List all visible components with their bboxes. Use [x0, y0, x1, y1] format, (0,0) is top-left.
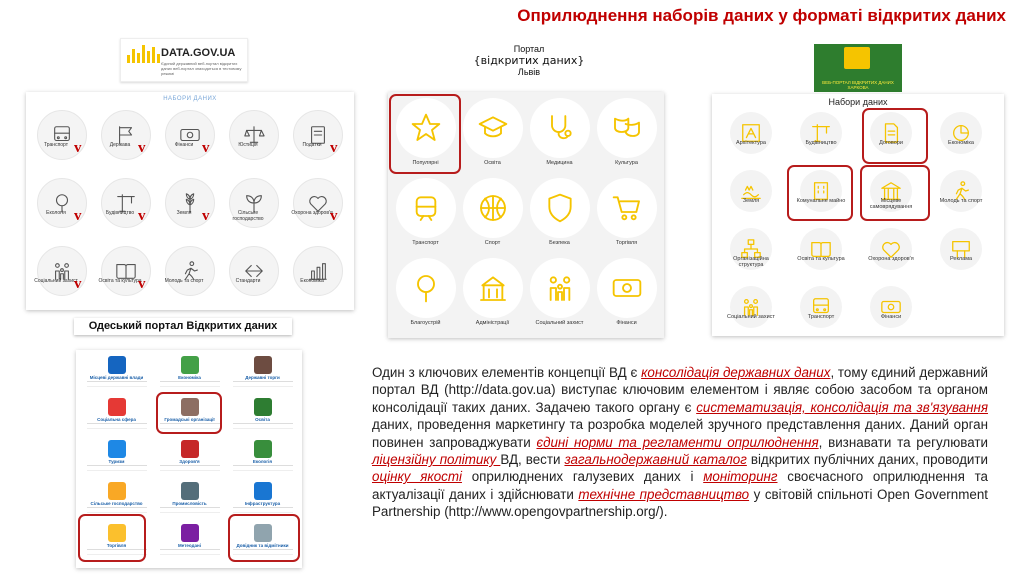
kharkiv-category-label: Будівництво: [805, 140, 837, 146]
odesa-category-item[interactable]: [153, 354, 226, 396]
lviv-category-circle[interactable]: [530, 178, 590, 238]
kharkiv-logo[interactable]: [814, 44, 902, 92]
red-check-mark: v: [138, 140, 146, 156]
kharkiv-category-label: Транспорт: [807, 314, 835, 320]
datagov-category-item[interactable]: [222, 242, 286, 310]
kharkiv-category-circle[interactable]: [940, 228, 982, 270]
lviv-logo-line1: Портал: [513, 44, 545, 54]
kharkiv-category-label: Договори: [879, 140, 903, 146]
datagov-category-label: Соціальний захист: [34, 278, 78, 284]
odesa-category-icon: [254, 356, 272, 374]
odesa-category-icon: [254, 482, 272, 500]
lviv-category-label: Культура: [615, 160, 638, 166]
body-emphasis-6: оцінку якості: [372, 469, 462, 485]
building-icon: [477, 272, 509, 304]
odesa-category-item[interactable]: [153, 522, 226, 564]
odesa-category-desc: [160, 507, 220, 513]
odesa-category-item[interactable]: [80, 354, 153, 396]
ball-icon: [477, 192, 509, 224]
odesa-category-icon: [181, 482, 199, 500]
odesa-category-label: Інфраструктура: [244, 501, 281, 506]
datagov-category-circle[interactable]: [165, 246, 215, 296]
red-check-mark: v: [138, 208, 146, 224]
odesa-category-label: Екологія: [252, 459, 273, 464]
odesa-portal-label: Одеський портал Відкритих даних: [74, 318, 292, 335]
red-check-mark: v: [138, 276, 146, 292]
lviv-category-circle[interactable]: [396, 178, 456, 238]
kharkiv-category-label: Організаційна структура: [733, 256, 769, 268]
shield-icon: [544, 192, 576, 224]
red-check-mark: v: [74, 276, 82, 292]
datagov-category-item[interactable]: [286, 174, 350, 242]
lviv-logo-line2: {відкритих даних}: [473, 54, 585, 67]
kharkiv-category-item[interactable]: [716, 284, 786, 342]
datagov-category-label: Екологія: [46, 210, 66, 216]
lviv-category-circle[interactable]: [597, 178, 657, 238]
kharkiv-category-label: Молодь та спорт: [939, 198, 983, 204]
lviv-category-label: Фінанси: [616, 320, 637, 326]
datagov-category-item[interactable]: [30, 174, 94, 242]
datagov-datasets-panel: [26, 92, 354, 310]
lviv-logo[interactable]: [470, 44, 588, 80]
odesa-category-item[interactable]: [226, 354, 299, 396]
kharkiv-category-circle[interactable]: [730, 112, 772, 154]
odesa-category-label: Місцеві державні влади: [89, 375, 144, 380]
kharkiv-category-label: Економіка: [948, 140, 974, 146]
odesa-category-icon: [108, 440, 126, 458]
datagov-category-label: Охорона здоров'я: [291, 210, 333, 216]
datagov-category-label: Держава: [109, 142, 131, 148]
lviv-category-item[interactable]: [593, 96, 660, 176]
kharkiv-category-item[interactable]: [786, 284, 856, 342]
money-icon: [611, 272, 643, 304]
kharkiv-category-label: Місцеве самоврядування: [869, 198, 913, 210]
odesa-category-label: Громадські організації: [164, 417, 215, 422]
lviv-category-item[interactable]: [526, 96, 593, 176]
lviv-category-item[interactable]: [526, 176, 593, 256]
lviv-category-label: Адміністрації: [475, 320, 510, 326]
datagov-category-label: Сільське господарство: [232, 210, 264, 222]
datagov-category-item[interactable]: [222, 106, 286, 174]
kharkiv-datasets-panel: [712, 94, 1004, 336]
lviv-category-circle[interactable]: [463, 178, 523, 238]
lviv-category-circle[interactable]: [396, 258, 456, 318]
lviv-category-circle[interactable]: [597, 98, 657, 158]
kharkiv-category-label: Соціальний захист: [727, 314, 775, 320]
body-text-2: , тому єдиний державний портал ВД (http://data.gov.ua) виступає ключовим елементом і являє собою засобом та органом консолідації таких даних. Задачею такого органу є: [372, 365, 988, 415]
kharkiv-category-item[interactable]: [786, 110, 856, 168]
datagov-logo[interactable]: [120, 38, 248, 82]
odesa-category-label: Освіта: [255, 417, 270, 422]
odesa-category-icon: [181, 356, 199, 374]
lviv-category-label: Благоустрій: [410, 320, 441, 326]
tram-icon: [410, 192, 442, 224]
odesa-category-desc: [87, 423, 147, 429]
odesa-category-label: Метеодані: [178, 543, 201, 548]
lviv-category-item[interactable]: [593, 256, 660, 336]
lviv-category-label: Безпека: [549, 240, 570, 246]
kharkiv-category-circle[interactable]: [940, 170, 982, 212]
odesa-category-label: Торгівля: [106, 543, 127, 548]
odesa-category-icon: [254, 398, 272, 416]
odesa-category-icon: [108, 398, 126, 416]
lviv-category-label: Соціальний захист: [535, 320, 584, 326]
datagov-category-grid: [30, 106, 350, 310]
highlight-lviv-popular: [389, 94, 461, 174]
lviv-category-circle[interactable]: [463, 98, 523, 158]
lviv-category-label: Медицина: [546, 160, 573, 166]
kharkiv-category-label: Реклама: [949, 256, 973, 262]
family-icon: [544, 272, 576, 304]
datagov-category-item[interactable]: [94, 174, 158, 242]
datagov-category-item[interactable]: [158, 174, 222, 242]
kharkiv-category-grid: [716, 110, 996, 342]
odesa-category-label: Туризм: [108, 459, 125, 464]
kharkiv-category-item[interactable]: [716, 168, 786, 226]
lviv-category-item[interactable]: [392, 256, 459, 336]
odesa-category-desc: [87, 465, 147, 471]
odesa-category-item[interactable]: [80, 438, 153, 480]
odesa-category-label: Здоров'я: [179, 459, 200, 464]
datagov-category-label: Транспорт: [43, 142, 69, 148]
kharkiv-heading: Набори даних: [828, 97, 888, 107]
datagov-category-label: Фінанси: [174, 142, 194, 148]
body-text-5: ВД, вести: [500, 452, 565, 468]
kharkiv-category-item[interactable]: [716, 110, 786, 168]
datagov-category-item[interactable]: [222, 174, 286, 242]
lviv-category-label: Освіта: [484, 160, 501, 166]
datagov-category-item[interactable]: [30, 106, 94, 174]
kharkiv-category-label: Комунальне майно: [796, 198, 846, 204]
lviv-category-circle[interactable]: [597, 258, 657, 318]
body-text-4: , визнавати та регулювати: [818, 434, 988, 450]
lviv-category-item[interactable]: [593, 176, 660, 256]
odesa-category-desc: [233, 507, 293, 513]
kharkiv-category-item[interactable]: [786, 226, 856, 284]
red-check-mark: v: [330, 140, 338, 156]
red-check-mark: v: [202, 140, 210, 156]
tree-icon: [410, 272, 442, 304]
datagov-category-label: Освіта та культура: [98, 278, 142, 284]
kharkiv-logo-text: ВЕБ-ПОРТАЛ ВІДКРИТИХ ДАНИХ ХАРКОВА: [822, 80, 894, 90]
datagov-category-label: Економіка: [300, 278, 324, 284]
odesa-category-icon: [254, 440, 272, 458]
highlight-kharkiv-contracts: [862, 108, 928, 164]
kharkiv-category-circle[interactable]: [730, 170, 772, 212]
odesa-category-item[interactable]: [153, 480, 226, 522]
datagov-category-label: Земля: [176, 210, 192, 216]
red-check-mark: v: [74, 140, 82, 156]
body-text-9: у світовій спільноті Open Government Partnership (http://www.opengovpartnership.org/).: [372, 486, 988, 520]
kharkiv-emblem-icon: [844, 47, 870, 69]
body-emphasis-3: єдині норми та регламенти оприлюднення: [536, 434, 819, 450]
kharkiv-category-item[interactable]: [926, 110, 996, 168]
highlight-odesa-reference: [228, 514, 300, 562]
odesa-category-desc: [160, 465, 220, 471]
lviv-category-circle[interactable]: [530, 98, 590, 158]
odesa-category-label: Соціальна сфера: [97, 417, 136, 422]
odesa-category-label: Промисловість: [172, 501, 207, 506]
lviv-category-circle[interactable]: [463, 258, 523, 318]
kharkiv-category-label: Земля: [742, 198, 760, 204]
datagov-category-circle[interactable]: [229, 110, 279, 160]
kharkiv-category-circle[interactable]: [800, 228, 842, 270]
datagov-category-item[interactable]: [158, 242, 222, 310]
datagov-category-item[interactable]: [94, 106, 158, 174]
red-check-mark: v: [202, 208, 210, 224]
odesa-category-desc: [233, 423, 293, 429]
odesa-category-item[interactable]: [226, 438, 299, 480]
lviv-category-item[interactable]: [392, 176, 459, 256]
slide-title: Оприлюднення наборів даних у форматі відкритих даних: [517, 6, 1006, 25]
body-text-3: даних, проведення маркетингу та розробка моделей зручного представлення даних. Даний орган повинен запроваджувати: [372, 417, 988, 450]
body-paragraph: [372, 364, 988, 521]
kharkiv-category-circle[interactable]: [940, 112, 982, 154]
body-emphasis-4: ліцензійну політику: [372, 452, 501, 468]
lviv-category-label: Популярні: [412, 160, 439, 166]
kharkiv-category-item[interactable]: [926, 226, 996, 284]
cart-icon: [611, 192, 643, 224]
odesa-category-icon: [108, 482, 126, 500]
highlight-kharkiv-communal: [787, 165, 853, 221]
lviv-category-item[interactable]: [459, 96, 526, 176]
highlight-kharkiv-selfgov: [860, 165, 930, 221]
datagov-category-label: Стандарти: [235, 278, 261, 284]
lviv-category-item[interactable]: [459, 176, 526, 256]
odesa-category-icon: [181, 524, 199, 542]
lviv-logo-line3: Львів: [517, 67, 541, 77]
kharkiv-category-circle[interactable]: [800, 112, 842, 154]
kharkiv-category-circle[interactable]: [870, 228, 912, 270]
datagov-logo-tagline: Єдиний державний веб-портал відкритих даних веб-портал знаходиться в тестовому режимі: [161, 61, 242, 76]
datagov-heading: НАБОРИ ДАНИХ: [163, 96, 217, 102]
datagov-category-circle[interactable]: [293, 246, 343, 296]
datagov-category-label: Молодь та спорт: [164, 278, 204, 284]
datagov-category-item[interactable]: [158, 106, 222, 174]
theater-masks-icon: [611, 112, 643, 144]
kharkiv-category-item[interactable]: [716, 226, 786, 284]
datagov-category-item[interactable]: [94, 242, 158, 310]
body-emphasis-7: моніторинг: [703, 469, 778, 485]
kharkiv-category-label: Охорона здоров'я: [868, 256, 914, 262]
odesa-category-icon: [108, 356, 126, 374]
odesa-category-label: Державні торги: [245, 375, 280, 380]
lviv-category-label: Спорт: [484, 240, 501, 246]
odesa-category-label: Довідник та відмітники: [236, 543, 289, 548]
odesa-category-label: Сільське господарство: [90, 501, 143, 506]
datagov-category-label: Юстиція: [238, 142, 258, 148]
datagov-category-item[interactable]: [286, 242, 350, 310]
lviv-category-item[interactable]: [526, 256, 593, 336]
body-text-8: своєчасного оприлюднення та актуалізації даних і здійснювати: [372, 469, 988, 502]
body-emphasis-2: систематизація, консолідація та зв'язування: [696, 399, 988, 415]
kharkiv-category-label: Фінанси: [880, 314, 902, 320]
odesa-category-icon: [181, 440, 199, 458]
body-text-7: оприлюднених галузевих даних і: [461, 469, 704, 485]
highlight-odesa-ngo: [156, 392, 222, 434]
kharkiv-category-circle[interactable]: [730, 286, 772, 328]
odesa-category-label: Економіка: [178, 375, 201, 380]
kharkiv-category-item[interactable]: [926, 168, 996, 226]
kharkiv-category-label: Архітектура: [735, 140, 766, 146]
kharkiv-category-circle[interactable]: [800, 286, 842, 328]
stethoscope-icon: [544, 112, 576, 144]
odesa-category-desc: [160, 549, 220, 555]
kharkiv-category-circle[interactable]: [870, 286, 912, 328]
odesa-category-desc: [233, 465, 293, 471]
graduation-cap-icon: [477, 112, 509, 144]
body-emphasis-8: технічне представництво: [578, 486, 750, 502]
lviv-category-circle[interactable]: [530, 258, 590, 318]
datagov-category-circle[interactable]: [229, 246, 279, 296]
red-check-mark: v: [330, 208, 338, 224]
datagov-logo-bars-icon: [127, 45, 160, 63]
lviv-category-label: Торгівля: [615, 240, 638, 246]
odesa-category-item[interactable]: [80, 396, 153, 438]
kharkiv-category-item[interactable]: [856, 284, 926, 342]
odesa-category-item[interactable]: [226, 396, 299, 438]
datagov-category-item[interactable]: [30, 242, 94, 310]
lviv-category-item[interactable]: [459, 256, 526, 336]
datagov-category-label: Будівництво: [105, 210, 135, 216]
lviv-category-label: Транспорт: [412, 240, 439, 246]
odesa-category-desc: [87, 381, 147, 387]
highlight-odesa-trade: [78, 514, 146, 562]
body-emphasis-5: загальнодержавний каталог: [564, 452, 747, 468]
odesa-category-item[interactable]: [153, 438, 226, 480]
datagov-logo-text: DATA.GOV.UA: [161, 47, 236, 59]
kharkiv-category-label: Освіта та культура: [797, 256, 845, 262]
odesa-category-desc: [87, 507, 147, 513]
datagov-category-label: Податки: [302, 142, 322, 148]
body-text-1: Один з ключових елементів концепції ВД є: [372, 365, 642, 380]
odesa-category-desc: [233, 381, 293, 387]
odesa-category-desc: [160, 381, 220, 387]
datagov-category-item[interactable]: [286, 106, 350, 174]
red-check-mark: v: [74, 208, 82, 224]
kharkiv-category-item[interactable]: [856, 226, 926, 284]
body-text-6: відкритих публічних даних, проводити: [746, 452, 988, 468]
body-emphasis-1: консолідація державних даних: [641, 365, 831, 380]
